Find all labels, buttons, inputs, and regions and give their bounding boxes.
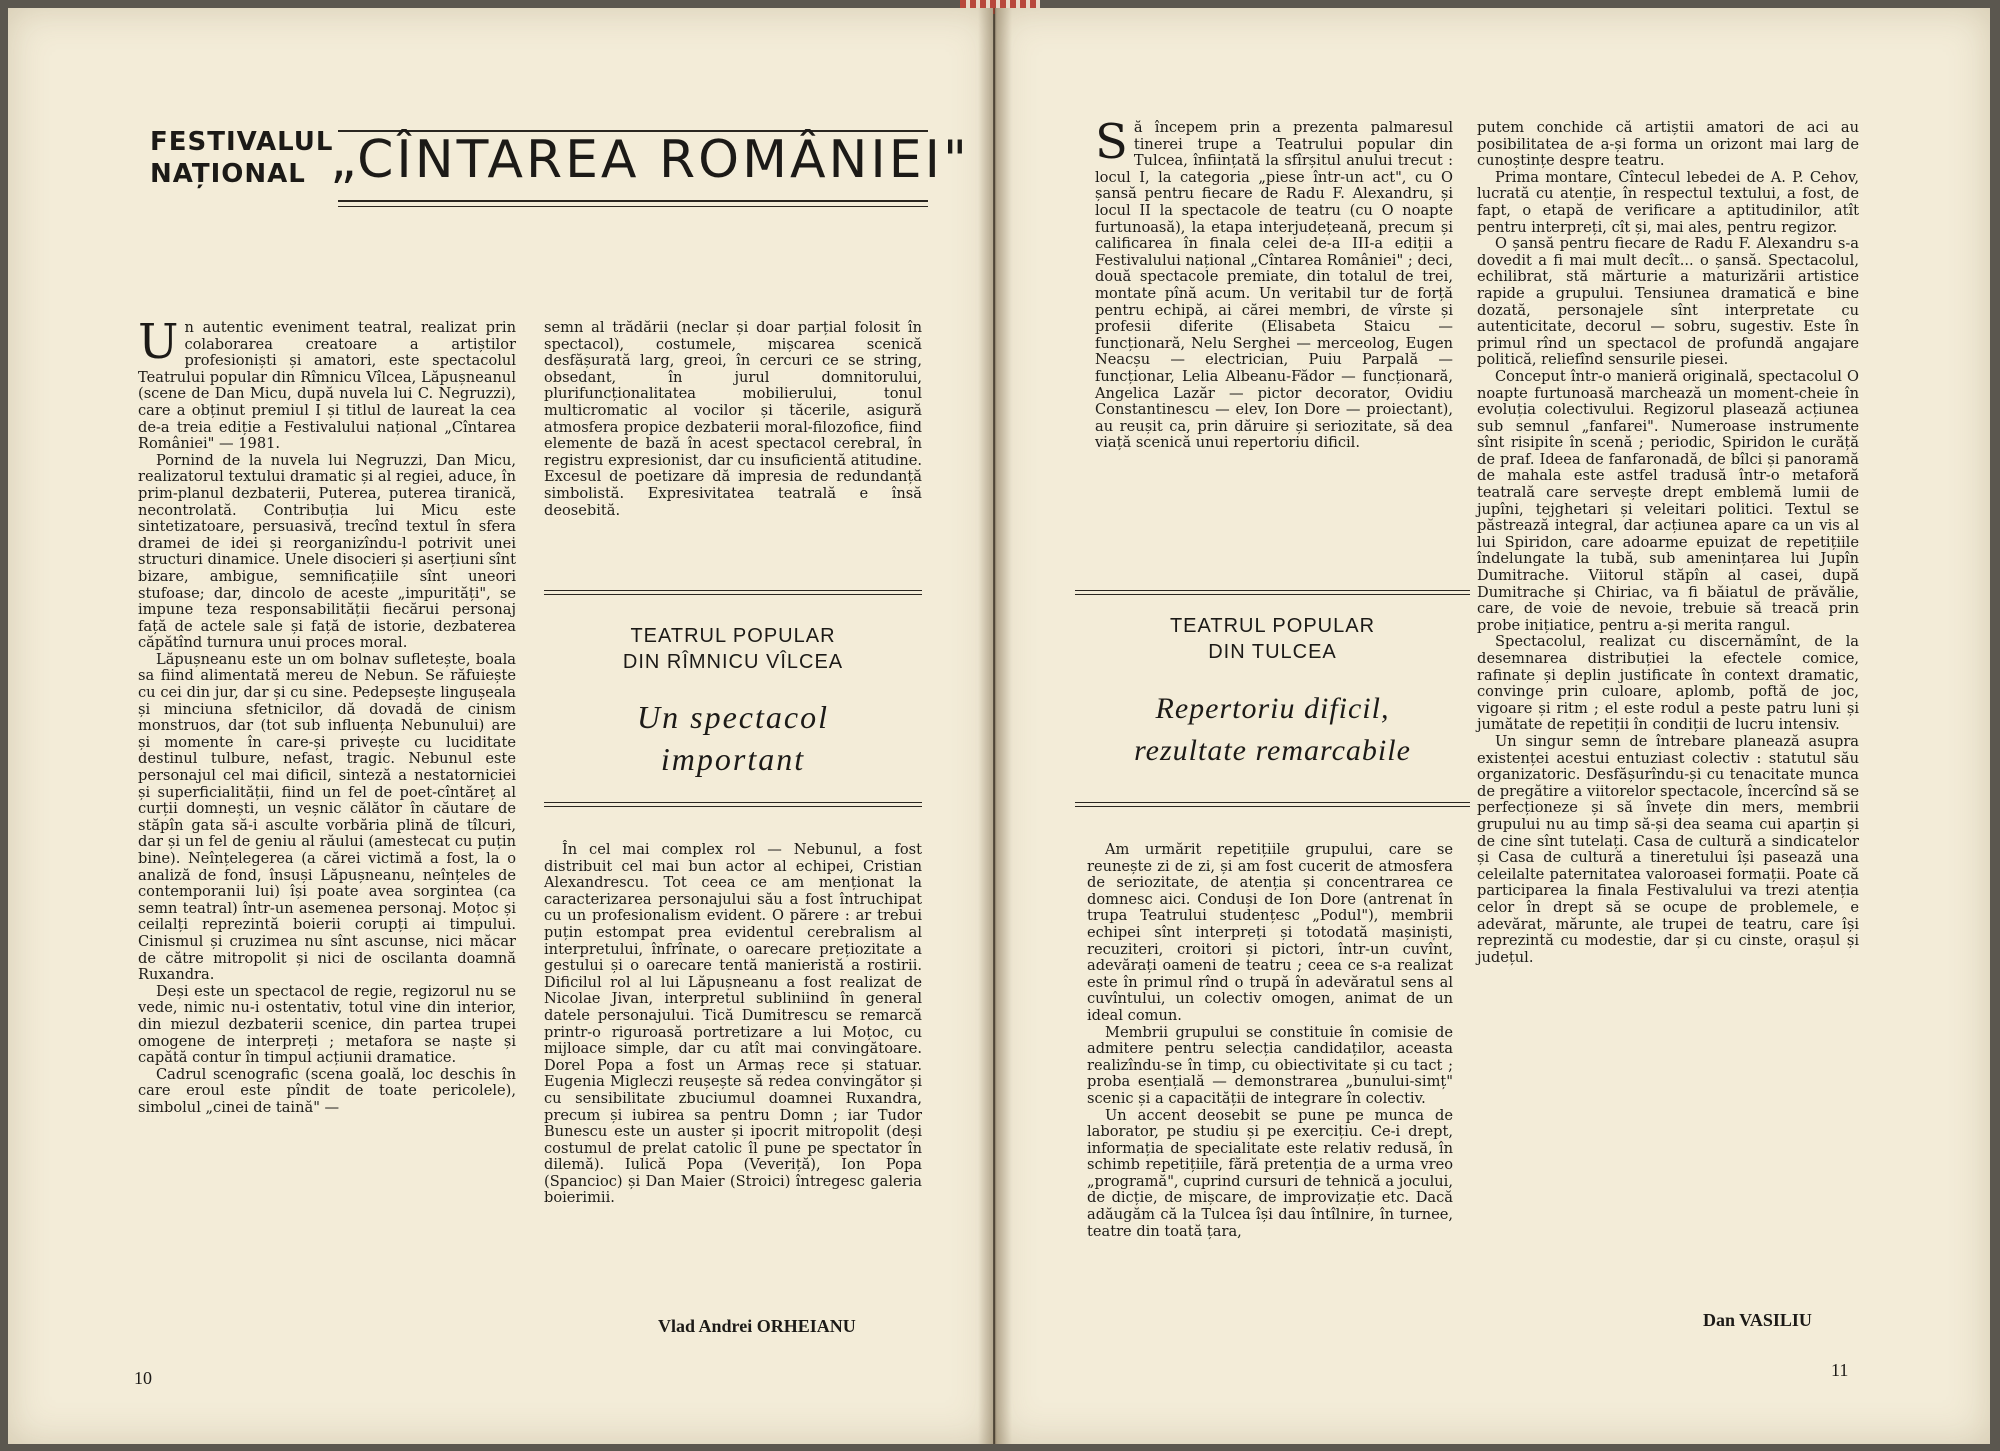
section-rule-bottom-2 [544, 806, 922, 807]
paragraph [1095, 114, 1453, 452]
section-rule-bottom [544, 802, 922, 803]
section-rule-bottom [1075, 802, 1470, 803]
paragraph: semn al trădării (neclar și doar parțial folosit în spectacol), costumele, mișcarea scenică desfășurată larg, greoi, în cercuri ce se string, obsedant, în jurul domnitorului, plurifuncționalitatea mobilierului, tonul multicromatic al vocilor și tăcerile, asigură atmosfera propice dezbaterii moral-filozofice, fiind elemente de bază în acest spectacol cerebral, în registru expresionist, dar cu insuficientă atitudine. Excesul de poetizare dă impresia de redundanță simbolistă. Expresivitatea teatrală e însă deosebită. [544, 319, 922, 519]
paragraph: Cadrul scenografic (scena goală, loc deschis în care eroul este pîndit de toate pericolele), simbolul „cinei de taină" — [138, 1065, 516, 1116]
section-rule-top [1075, 590, 1470, 591]
page-number: 11 [1831, 1360, 1849, 1380]
headline-line-2: rezultate remarcabile [1134, 734, 1411, 767]
kicker-line-2: NAȚIONAL [150, 159, 306, 189]
paragraph: Conceput într-o manieră originală, spectacolul O noapte furtunoasă marchează un moment-cheie în evoluția colectivului. Regizorul plasează acțiunea sub semnul „fanfarei". Numeroase instrumente sînt risipite în scenă ; periodic, Spiridon le curăță de praf. Ideea de fanfaronadă, de bîlci și panoramă de mahala este astfel tradusă într-o metaforă teatrală care servește drept emblemă lumii de jupîni, tejghetari și veleitari politici. Textul se păstrează integral, dar acțiunea apare ca un vis al lui Spiridon, care adoarme epuizat de repetițiile îndelungate la tubă, sub amenințarea lui Jupîn Dumitrache. Viitorul stăpîn al casei, după Dumitrache și Chiriac, va fi băiatul de prăvălie, care, de voie de nevoie, trebuie să treacă prin probe inițiatice, pentru a-și merita rangul. [1477, 367, 1859, 634]
paragraph: Spectacolul, realizat cu discernămînt, de la desemnarea distribuției la efectele comice, rafinate și deplin justificate în context dramatic, convinge prin culoare, aplomb, poftă de joc, vigoare și ritm ; el este rodul a peste patru luni și jumătate de repetiții în condiții de lucru intensiv. [1477, 633, 1859, 734]
section-rule-top [544, 590, 922, 591]
dropcap: U [138, 314, 179, 370]
paragraph: Membrii grupului se constituie în comisie de admitere pentru selecția candidaților, aceasta realizîndu-se în timp, cu obiectivitate și cu tact ; proba esențială — demonstrarea „bunului-simț" scenic și a capacității de integrare în colectiv. [1087, 1023, 1453, 1107]
paragraph: Deși este un spectacol de regie, regizorul nu se vede, nimic nu-i ostentativ, totul vine din interior, din miezul dezbaterii scenice, din partea trupei omogene de interpreți ; metafora se naște și capătă contur în timpul acțiunii dramatice. [138, 982, 516, 1067]
section-rule-top-2 [544, 594, 922, 595]
page-number: 10 [134, 1368, 152, 1388]
article-headline [1075, 688, 1470, 772]
dropcap: S [1095, 114, 1128, 170]
section-rule-bottom-2 [1075, 806, 1470, 807]
paragraph: Prima montare, Cîntecul lebedei de A. P. Cehov, lucrată cu atenție, în respectul textului, a fost, de fapt, o etapă de verificare a aptitudinilor, atît pentru interpreți, cît și, mai ales, pentru regizor. [1477, 168, 1859, 236]
section-title-line-2: DIN TULCEA [1208, 641, 1337, 663]
paragraph [138, 314, 516, 453]
paragraph: Am urmărit repetițiile grupului, care se reunește zi de zi, și am fost cucerit de atmosfera de seriozitate, de atenția și concentrarea ce domnesc aici. Conduși de Ion Dore (antrenat în trupa Teatrului studențesc „Podul"), membrii echipei sînt interpreți și totodată mașiniști, recuziteri, croitori și pictori, într-un cuvînt, adevărați oameni de teatru ; ceea ce s-a realizat este în primul rînd o trupă în adevăratul sens al cuvîntului, un colectiv omogen, animat de un ideal comun. [1087, 841, 1453, 1024]
article-column-2 [1477, 120, 1859, 966]
section-rule-top-2 [1075, 594, 1470, 595]
kicker-line-1: FESTIVALUL [150, 127, 334, 157]
masthead-title: „CÎNTAREA ROMÂNIEI" [330, 130, 970, 190]
festival-kicker [150, 126, 333, 190]
article-column-2-bottom [544, 842, 922, 1207]
paragraph: Un accent deosebit se pune pe munca de laborator, pe studiu și pe exercițiu. Ce-i drept, informația de specialitate este relativ redusă, în schimb repetițiile, fără pretenția de a urma vreo „programă", cuprind cursuri de tehnică a jocului, de dicție, de mișcare, de improvizație etc. Dacă adăugăm că la Tulcea își dau întîlnire, în turnee, teatre din toată țara, [1087, 1106, 1453, 1240]
article-column-2-top [544, 320, 922, 519]
paragraph: putem conchide că artiștii amatori de aci au posibilitatea de a-și forma un orizont mai larg de cunoștințe despre teatru. [1477, 119, 1859, 170]
section-title-line-1: TEATRUL POPULAR [630, 625, 836, 647]
paragraph: O șansă pentru fiecare de Radu F. Alexandru s-a dovedit a fi mai mult decît... o șansă. Spectacolul, echilibrat, stă mărturie a maturizării artistice rapide a grupului. Tensiunea dramatică e bine dozată, personajele sînt interpretate cu autenticitate, decorul — sobru, sugestiv. Este în primul rînd un spectacol de profundă angajare politică, reliefînd sensurile piesei. [1477, 235, 1859, 369]
paragraph: Lăpușneanu este un om bolnav sufletește, boala sa fiind alimentată mereu de Nebun. Se răfuiește cu cei din jur, dar și cu sine. Pedepsește lingușeala și minciuna sfetnicilor, dă dovadă de cinism monstruos, dar (tot sub influența Nebunului) are și momente în care-și privește cu luciditate destinul tulbure, nefast, tragic. Nebunul este personajul cel mai dificil, sinteză a nestatorniciei și superficialității, fiind un fel de poet-cîntăreț al curții domnești, un veșnic călător în căutare de stăpîn gata să-i asculte vorbăria plină de tîlcuri, dar și un fel de geniu al răului (amestecat cu puțin bine). Neînțelegerea (a cărei victimă a fost, la o analiză de fond, însuși Lăpușneanu, neînțeles de contemporanii lui) își poate avea sorgintea (ca semn teatral) într-un asemenea personaj. Moțoc și ceilalți reprezintă boierii corupți ai timpului. Cinismul și cruzimea nu sînt ascunse, nici măcar de către mitropolit și nici de oscilanta doamnă Ruxandra. [138, 650, 516, 984]
section-title-line-1: TEATRUL POPULAR [1169, 615, 1376, 637]
masthead-rule-bottom-thin [338, 206, 928, 207]
paragraph-text: ă începem prin a prezenta palmaresul tinerei trupe a Teatrului popular din Tulcea, înființată la sfîrșitul anului trecut : locul I, la categoria „piese într-un act", cu O șansă pentru fiecare de Radu F. Alexandru, și locul II la spectacole de teatru (cu O noapte furtunoasă), la etapa interjudețeană, precum și calificarea în finala celei de-a III-a ediții a Festivalului național „Cîntarea României" ; deci, două spectacole premiate, din totalul de trei, montate pînă acum. Un veritabil tur de forță pentru echipă, ai cărei membri, de vîrste și profesii diferite (Elisabeta Staicu — funcționară, Nelu Serghei — merceolog, Eugen Neacșu — electrician, Puiu Parpală — funcționar, Lelia Albeanu-Fădor — funcționară, Angelica Lazăr — pictor decorator, Ovidiu Constantinescu — elev, Ion Dore — proiectant), au reușit ca, prin dăruire și seriozitate, să dea viață scenică unui repertoriu dificil. [1095, 119, 1453, 452]
article-column-1-top [1095, 114, 1453, 452]
headline-line-1: Repertoriu dificil, [1155, 692, 1390, 725]
left-page [8, 8, 993, 1444]
section-title [544, 623, 922, 675]
book-gutter [978, 8, 1012, 1444]
paragraph: Un singur semn de întrebare planează asupra existenței acestui entuziast colectiv : statutul său organizatoric. Desfășurîndu-și cu tenacitate munca de pregătire a viitorelor spectacole, încercînd să se perfecționeze și să învețe din mers, membrii grupului nu au timp să-și dea seama cui aparțin și de cine sînt tutelați. Casa de cultură a sindicatelor și Casa de cultură a tineretului își pasează una celeilalte paternitatea valoroasei formații. Poate că participarea la finala Festivalului va trezi atenția celor în drept să se ocupe de problemele, e adevărat, mărunte, ale trupei de teatru, care își reprezintă cu modestie, dar și cu cinste, orașul și județul. [1477, 732, 1859, 966]
article-column-1 [138, 314, 516, 1117]
article-byline: Vlad Andrei ORHEIANU [658, 1316, 856, 1336]
paragraph: În cel mai complex rol — Nebunul, a fost distribuit cel mai bun actor al echipei, Cristian Alexandrescu. Tot ceea ce am menționat la caracterizarea personajului său a fost întruchipat cu un profesionalism evident. O părere : ar trebui puțin estompat prea evidentul cerebralism al interpretului, înfrînate, o oarecare prețiozitate a gestului și o oarecare tentă manieristă a rostirii. Dificilul rol al lui Lăpușneanu a fost realizat de Nicolae Jivan, interpretul subliniind în general datele personajului. Tică Dumitrescu se remarcă printr-o riguroasă portretizare a lui Moțoc, cu mijloace simple, dar cu atît mai convingătoare. Dorel Popa a fost un Armaș rece și statuar. Eugenia Migleczi reușește să redea convingător și cu sensibilitate zbuciumul doamnei Ruxandra, precum și iubirea sa pentru Domn ; iar Tudor Bunescu este un auster și ipocrit mitropolit (deși costumul de prelat catolic îl pune pe spectator în dilemă). Iulică Popa (Veveriță), Ion Popa (Spancioc) și Dan Maier (Stroici) întregesc galeria boierimii. [544, 841, 922, 1207]
article-column-1-bottom [1087, 842, 1453, 1240]
headline-line-2: important [660, 741, 806, 777]
article-byline: Dan VASILIU [1703, 1310, 1812, 1330]
article-headline [544, 696, 922, 780]
masthead-rule-bottom [338, 200, 928, 202]
headline-line-1: Un spectacol [637, 699, 829, 735]
right-page [995, 8, 1990, 1444]
paragraph-text: n autentic eveniment teatral, realizat prin colaborarea creatoare a artiștilor profesioniști și amatori, este spectacolul Teatrului popular din Rîmnicu Vîlcea, Lăpușneanul (scene de Dan Micu, după nuvela lui C. Negruzzi), care a obținut premiul I și titlul de laureat la cea de-a treia ediție a Festivalului național „Cîntarea României" — 1981. [138, 319, 516, 453]
section-title-line-2: DIN RÎMNICU VÎLCEA [622, 651, 844, 673]
paragraph: Pornind de la nuvela lui Negruzzi, Dan Micu, realizatorul textului dramatic și al regiei, aduce, în prim-planul dezbaterii, Puterea, puterea tiranică, necontrolată. Contribuția lui Micu este sintetizatoare, persuasivă, trecînd textul în sfera dramei de idei și reorganizîndu-l potrivit unei structuri dinamice. Unele disocieri și aserțiuni sînt bizare, ambigue, semnificațiile sînt uneori stufoase; dar, dincolo de aceste „impurități", se impune teza responsabilității fiecărui personaj față de actele sale și față de istorie, dezbaterea căpătînd turnura unui proces moral. [138, 451, 516, 652]
section-title [1075, 613, 1470, 665]
